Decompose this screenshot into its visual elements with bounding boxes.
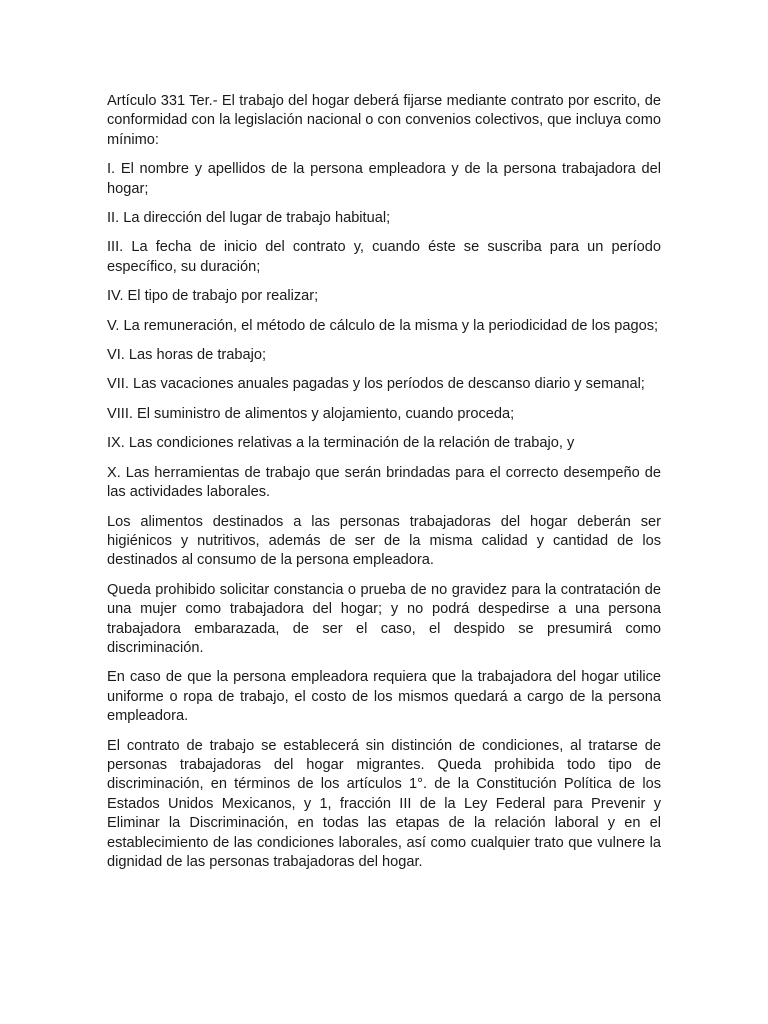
article-heading-paragraph: Artículo 331 Ter.- El trabajo del hogar deberá fijarse mediante contrato por escrito, de conformidad con la legislación nacional o con convenios colectivos, que incluya como mínimo: <box>107 93 661 148</box>
fraction-v-paragraph: V. La remuneración, el método de cálculo de la misma y la periodicidad de los pagos; <box>107 317 659 334</box>
uniform-paragraph: En caso de que la persona empleadora requiera que la trabajadora del hogar utilice uniforme o ropa de trabajo, el costo de los mismos quedará a cargo de la persona empleadora. <box>107 669 661 725</box>
pregnancy-paragraph: Queda prohibido solicitar constancia o prueba de no gravidez para la contratación de una mujer como trabajadora del hogar; y no podrá despedirse a una persona trabajadora embarazada, de ser el caso, el despido se presumirá como discriminación. <box>107 581 661 656</box>
fraction-ii-paragraph: II. La dirección del lugar de trabajo habitual; <box>107 210 391 227</box>
fraction-x-paragraph: X. Las herramientas de trabajo que serán brindadas para el correcto desempeño de las actividades laborales. <box>107 464 661 501</box>
document-body <box>107 92 661 882</box>
fraction-i-paragraph: I. El nombre y apellidos de la persona empleadora y de la persona trabajadora del hogar; <box>107 161 661 197</box>
fraction-viii-paragraph: VIII. El suministro de alimentos y alojamiento, cuando proceda; <box>107 405 515 422</box>
food-paragraph: Los alimentos destinados a las personas trabajadoras del hogar deberán ser higiénicos y nutritivos, además de ser de la misma calidad y cantidad de los destinados al consumo de la persona empleadora. <box>107 513 661 569</box>
fraction-iii-paragraph: III. La fecha de inicio del contrato y, cuando éste se suscriba para un período específico, su duración; <box>107 239 661 275</box>
fraction-iv-paragraph: IV. El tipo de trabajo por realizar; <box>107 288 319 305</box>
fraction-vi-paragraph: VI. Las horas de trabajo; <box>107 347 267 364</box>
discrimination-paragraph: El contrato de trabajo se establecerá sin distinción de condiciones, al tratarse de personas trabajadoras del hogar migrantes. Queda prohibida todo tipo de discriminación, en términos de los artículos 1°. de la Constitución Política de los Estados Unidos Mexicanos, y 1, fracción III de la Ley Federal para Prevenir y Eliminar la Discriminación, en todas las etapas de la relación laboral y en el establecimiento de las condiciones laborales, así como cualquier trato que vulnere la dignidad de las personas trabajadoras del hogar. <box>107 737 661 870</box>
fraction-vii-paragraph: VII. Las vacaciones anuales pagadas y los períodos de descanso diario y semanal; <box>107 376 645 393</box>
fraction-ix-paragraph: IX. Las condiciones relativas a la terminación de la relación de trabajo, y <box>107 435 575 452</box>
